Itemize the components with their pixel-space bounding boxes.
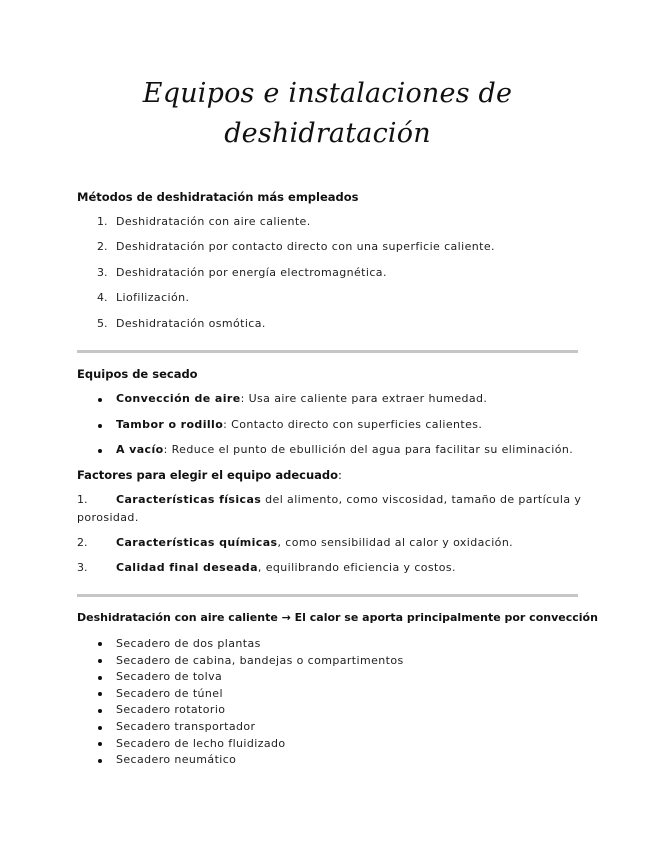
bullet-icon (98, 449, 102, 453)
factores-item-description: del alimento, como viscosidad, tamaño de partícula y (261, 493, 582, 506)
factores-item-term: Calidad final deseada (116, 561, 258, 574)
metodos-item: Deshidratación por contacto directo con una superficie caliente. (116, 240, 495, 253)
bullet-icon (98, 424, 102, 428)
bullet-icon (98, 759, 102, 763)
equipos-item (116, 418, 482, 431)
factores-item-continuation: porosidad. (77, 511, 139, 524)
secadero-item: Secadero de lecho fluidizado (116, 737, 286, 750)
metodos-item-number: 3. (97, 266, 108, 279)
secadero-item: Secadero de cabina, bandejas o compartimentos (116, 654, 404, 667)
secadero-item: Secadero rotatorio (116, 703, 226, 716)
bullet-icon (98, 726, 102, 730)
metodos-item-number: 1. (97, 215, 108, 228)
secadero-item: Secadero de dos plantas (116, 637, 261, 650)
secadero-item: Secadero neumático (116, 753, 237, 766)
secadero-item: Secadero de tolva (116, 670, 223, 683)
factores-item-description: , equilibrando eficiencia y costos. (257, 561, 456, 574)
factores-heading (77, 468, 342, 482)
factores-item (116, 536, 513, 549)
equipos-item-term: Tambor o rodillo (116, 418, 224, 431)
section-divider (77, 594, 578, 597)
secadero-item: Secadero transportador (116, 720, 256, 733)
aire-heading: Deshidratación con aire caliente → El calor se aporta principalmente por convección (77, 611, 598, 624)
bullet-icon (98, 676, 102, 680)
factores-item-term: Características físicas (116, 493, 262, 506)
equipos-item-description: : Reduce el punto de ebullición del agua para facilitar su eliminación. (163, 443, 574, 456)
section-divider (77, 350, 578, 353)
bullet-icon (98, 742, 102, 746)
factores-item-number: 3. (77, 561, 88, 574)
document-title-line-2: deshidratación (224, 118, 431, 149)
equipos-item-description: : Usa aire caliente para extraer humedad. (240, 392, 488, 405)
metodos-item-number: 4. (97, 291, 108, 304)
bullet-icon (98, 642, 102, 646)
metodos-item: Liofilización. (116, 291, 190, 304)
factores-item (116, 493, 581, 506)
metodos-item-number: 2. (97, 240, 108, 253)
factores-item-number: 1. (77, 493, 88, 506)
metodos-heading: Métodos de deshidratación más empleados (77, 190, 359, 204)
metodos-item: Deshidratación con aire caliente. (116, 215, 311, 228)
bullet-icon (98, 398, 102, 402)
factores-item (116, 561, 456, 574)
bullet-icon (98, 659, 102, 663)
factores-item-number: 2. (77, 536, 88, 549)
factores-item-term: Características químicas (116, 536, 278, 549)
document-title-line-1: Equipos e instalaciones de (142, 78, 513, 109)
equipos-item-description: : Contacto directo con superficies calientes. (223, 418, 483, 431)
secadero-item: Secadero de túnel (116, 687, 223, 700)
equipos-heading: Equipos de secado (77, 367, 198, 381)
bullet-icon (98, 709, 102, 713)
bullet-icon (98, 692, 102, 696)
factores-heading-suffix: : (338, 468, 342, 482)
equipos-item-term: A vacío (116, 443, 164, 456)
metodos-item-number: 5. (97, 317, 108, 330)
equipos-item-term: Convección de aire (116, 392, 241, 405)
factores-heading-text: Factores para elegir el equipo adecuado (77, 468, 339, 482)
equipos-item (116, 443, 573, 456)
equipos-item (116, 392, 487, 405)
metodos-item: Deshidratación por energía electromagnética. (116, 266, 387, 279)
factores-item-description: , como sensibilidad al calor y oxidación. (277, 536, 514, 549)
metodos-item: Deshidratación osmótica. (116, 317, 266, 330)
